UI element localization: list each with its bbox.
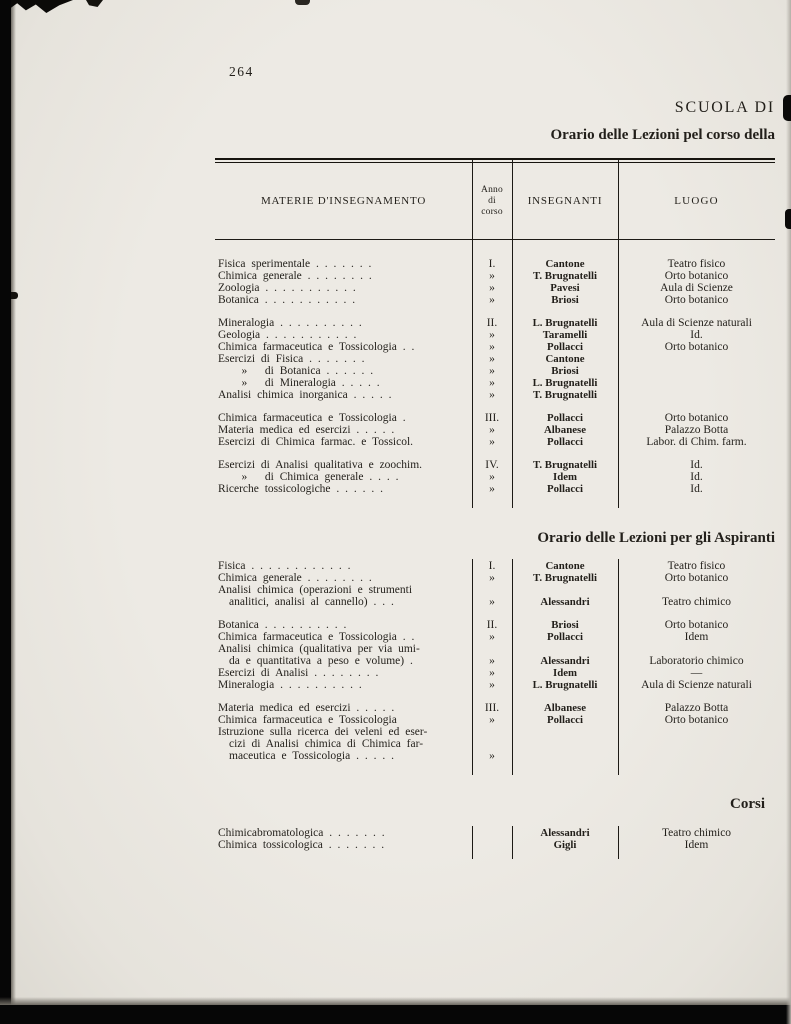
table-header-row	[215, 162, 775, 240]
table-row	[215, 471, 775, 483]
page-edge-shadow	[786, 0, 791, 1024]
luogo-cell: Orto botanico	[664, 270, 729, 282]
column-header-materie: MATERIE D'INSEGNAMENTO	[260, 195, 427, 207]
anno-cell: III.	[484, 412, 500, 424]
luogo-cell: Teatro chimico	[661, 827, 732, 839]
anno-cell: II.	[486, 619, 498, 631]
anno-cell: I.	[488, 560, 496, 572]
table-row	[215, 329, 775, 341]
corsi-heading: Corsi	[730, 796, 765, 812]
luogo-cell	[618, 389, 775, 401]
table-row	[215, 294, 775, 306]
column-divider	[618, 826, 619, 859]
scan-artifact	[11, 0, 73, 13]
table-row	[215, 726, 775, 762]
materia-cell: » di Mineralogia . . . . .	[218, 377, 380, 389]
table-row	[215, 714, 775, 726]
schedule-table-corsi	[215, 824, 775, 859]
table-row	[215, 282, 775, 294]
luogo-cell: Aula di Scienze naturali	[641, 317, 752, 329]
scan-artifact	[783, 95, 791, 121]
insegnante-cell: T. Brugnatelli	[533, 572, 597, 584]
table-row	[215, 412, 775, 424]
aspiranti-heading: Orario delle Lezioni per gli Aspiranti	[537, 530, 775, 546]
luogo-cell: Labor. di Chim. farm.	[646, 436, 747, 448]
anno-cell: »	[489, 483, 495, 495]
materia-cell: Esercizi di Chimica farmac. e Tossicol.	[218, 436, 414, 448]
anno-cell: »	[489, 270, 495, 282]
luogo-cell: Idem	[684, 839, 709, 851]
materia-cell: Chimica farmaceutica e Tossicologia	[218, 714, 397, 726]
anno-cell: »	[489, 294, 495, 306]
insegnante-cell: Albanese	[544, 424, 586, 436]
insegnante-cell: Pollacci	[547, 714, 583, 726]
materia-cell: Botanica . . . . . . . . . . .	[218, 294, 356, 306]
insegnante-cell: Alessandri	[540, 655, 590, 667]
scan-artifact	[295, 0, 310, 5]
anno-cell: »	[489, 353, 495, 365]
table-row	[215, 317, 775, 329]
insegnante-cell: L. Brugnatelli	[532, 377, 598, 389]
column-divider	[472, 559, 473, 775]
materia-cell: » di Chimica generale . . . .	[218, 471, 399, 483]
table-row	[215, 619, 775, 631]
anno-cell: »	[489, 667, 495, 679]
luogo-cell: Orto botanico	[664, 572, 729, 584]
header-underline	[618, 239, 775, 240]
luogo-cell	[618, 726, 775, 762]
anno-cell: »	[489, 389, 495, 401]
anno-cell: »	[489, 572, 495, 584]
insegnante-cell: T. Brugnatelli	[533, 389, 597, 401]
table-row	[215, 702, 775, 714]
column-divider	[512, 559, 513, 775]
table-row	[215, 459, 775, 471]
anno-cell: »	[489, 436, 495, 448]
materia-cell: Botanica . . . . . . . . . .	[218, 619, 347, 631]
materia-cell: Materia medica ed esercizi . . . . .	[218, 424, 395, 436]
scan-artifact	[785, 209, 791, 229]
table-row	[215, 584, 775, 608]
luogo-cell: Orto botanico	[664, 294, 729, 306]
table-row	[215, 341, 775, 353]
anno-cell: »	[489, 341, 495, 353]
scan-border-left	[0, 0, 11, 1024]
insegnante-cell: Alessandri	[540, 596, 590, 608]
luogo-cell: Id.	[690, 471, 703, 483]
table-body-aspiranti	[215, 557, 775, 775]
schedule-table-corso	[215, 158, 775, 508]
materia-cell: Chimica generale . . . . . . . .	[218, 572, 372, 584]
insegnante-cell: T. Brugnatelli	[533, 270, 597, 282]
anno-cell: »	[489, 750, 495, 762]
insegnante-cell: Pollacci	[547, 436, 583, 448]
anno-cell: »	[489, 714, 495, 726]
insegnante-cell: Pollacci	[547, 412, 583, 424]
materia-cell: Chimica farmaceutica e Tossicologia . .	[218, 341, 415, 353]
anno-cell: »	[489, 377, 495, 389]
insegnante-cell: Pollacci	[547, 341, 583, 353]
luogo-cell: Laboratorio chimico	[649, 655, 744, 667]
anno-cell	[472, 839, 512, 851]
insegnante-cell: Cantone	[545, 353, 585, 365]
materia-cell: Chimica generale . . . . . . . .	[218, 270, 372, 282]
luogo-cell	[618, 353, 775, 365]
insegnante-cell: L. Brugnatelli	[532, 679, 598, 691]
luogo-cell: Idem	[684, 631, 709, 643]
schedule-table-aspiranti	[215, 557, 775, 775]
page-title: Orario delle Lezioni pel corso della	[550, 127, 775, 143]
anno-cell	[472, 827, 512, 839]
anno-cell: II.	[486, 317, 498, 329]
materia-cell: Chimica farmaceutica e Tossicologia .	[218, 412, 406, 424]
anno-cell: »	[489, 329, 495, 341]
materia-cell: Analisi chimica (qualitativa per via umi- da e quantitativa a peso e volume) .	[218, 643, 420, 667]
table-row	[215, 270, 775, 282]
luogo-cell: Id.	[690, 483, 703, 495]
luogo-cell: Teatro fisico	[667, 258, 726, 270]
table-row	[215, 839, 775, 851]
materia-cell: Ricerche tossicologiche . . . . . .	[218, 483, 384, 495]
luogo-cell: Orto botanico	[664, 341, 729, 353]
insegnante-cell: Briosi	[551, 294, 579, 306]
column-divider	[472, 826, 473, 859]
materia-cell: Analisi chimica inorganica . . . . .	[218, 389, 392, 401]
scan-artifact	[11, 292, 18, 299]
table-body-corsi	[215, 824, 775, 859]
anno-cell: »	[489, 596, 495, 608]
luogo-cell	[618, 365, 775, 377]
table-row	[215, 643, 775, 667]
anno-cell: I.	[488, 258, 496, 270]
table-row	[215, 353, 775, 365]
table-row	[215, 560, 775, 572]
insegnante-cell: Albanese	[544, 702, 586, 714]
materia-cell: Istruzione sulla ricerca dei veleni ed eser- cizi di Analisi chimica di Chimica far- maceutica e Tossicologia . . . . .	[218, 726, 428, 762]
anno-cell: »	[489, 471, 495, 483]
materia-cell: Materia medica ed esercizi . . . . .	[218, 702, 395, 714]
insegnante-cell: Alessandri	[540, 827, 590, 839]
luogo-cell: Palazzo Botta	[664, 702, 729, 714]
anno-cell: »	[489, 631, 495, 643]
insegnante-cell: Idem	[553, 471, 577, 483]
column-divider	[512, 826, 513, 859]
luogo-cell: Teatro fisico	[667, 560, 726, 572]
luogo-cell: Teatro chimico	[661, 596, 732, 608]
materia-cell: Mineralogia . . . . . . . . . .	[218, 317, 362, 329]
column-divider	[618, 559, 619, 775]
anno-cell: »	[489, 655, 495, 667]
scan-border-bottom-fade	[0, 997, 791, 1005]
anno-cell: »	[489, 424, 495, 436]
materia-cell: Chimicabromatologica . . . . . . .	[218, 827, 385, 839]
insegnante-cell: Cantone	[545, 258, 585, 270]
insegnante-cell	[512, 726, 618, 762]
insegnante-cell: Idem	[553, 667, 577, 679]
column-header-insegnanti: INSEGNANTI	[527, 195, 603, 207]
luogo-cell: Id.	[690, 329, 703, 341]
insegnante-cell: Briosi	[551, 365, 579, 377]
luogo-cell: Id.	[690, 459, 703, 471]
table-row	[215, 436, 775, 448]
table-row	[215, 679, 775, 691]
column-header-anno: Anno di corso	[481, 184, 503, 217]
materia-cell: Esercizi di Fisica . . . . . . .	[218, 353, 365, 365]
luogo-cell: Palazzo Botta	[664, 424, 729, 436]
luogo-cell: Aula di Scienze	[660, 282, 733, 294]
series-title: SCUOLA DI	[674, 99, 775, 116]
table-row	[215, 424, 775, 436]
insegnante-cell: Gigli	[553, 839, 577, 851]
materia-cell: » di Botanica . . . . . .	[218, 365, 374, 377]
column-header-luogo: LUOGO	[674, 195, 719, 207]
insegnante-cell: Pavesi	[550, 282, 580, 294]
anno-cell: III.	[484, 702, 500, 714]
luogo-cell: Orto botanico	[664, 412, 729, 424]
anno-cell: »	[489, 679, 495, 691]
materia-cell: Esercizi di Analisi . . . . . . . .	[218, 667, 379, 679]
luogo-cell: —	[690, 667, 703, 679]
luogo-cell	[618, 377, 775, 389]
table-row	[215, 631, 775, 643]
table-row	[215, 365, 775, 377]
table-row	[215, 258, 775, 270]
insegnante-cell: Cantone	[545, 560, 585, 572]
insegnante-cell: Pollacci	[547, 483, 583, 495]
materia-cell: Chimica farmaceutica e Tossicologia . .	[218, 631, 415, 643]
page-number: 264	[229, 64, 254, 79]
scan-border-left-fade	[11, 0, 16, 1024]
scan-border-bottom	[0, 1005, 791, 1024]
materia-cell: Fisica sperimentale . . . . . . .	[218, 258, 372, 270]
materia-cell: Geologia . . . . . . . . . . .	[218, 329, 357, 341]
table-body-corso	[215, 240, 775, 508]
materia-cell: Analisi chimica (operazioni e strumenti analitici, analisi al cannello) . . .	[218, 584, 413, 608]
materia-cell: Fisica . . . . . . . . . . . .	[218, 560, 351, 572]
table-row	[215, 667, 775, 679]
insegnante-cell: Briosi	[551, 619, 579, 631]
anno-cell: »	[489, 282, 495, 294]
materia-cell: Mineralogia . . . . . . . . . .	[218, 679, 362, 691]
table-row	[215, 483, 775, 495]
header-underline	[215, 239, 472, 240]
insegnante-cell: L. Brugnatelli	[532, 317, 598, 329]
luogo-cell: Orto botanico	[664, 714, 729, 726]
header-underline	[472, 239, 512, 240]
materia-cell: Chimica tossicologica . . . . . . .	[218, 839, 385, 851]
anno-cell: IV.	[485, 459, 499, 471]
table-row	[215, 389, 775, 401]
table-row	[215, 827, 775, 839]
materia-cell: Zoologia . . . . . . . . . . .	[218, 282, 356, 294]
materia-cell: Esercizi di Analisi qualitativa e zoochim.	[218, 459, 423, 471]
luogo-cell: Orto botanico	[664, 619, 729, 631]
insegnante-cell: Pollacci	[547, 631, 583, 643]
table-row	[215, 377, 775, 389]
table-row	[215, 572, 775, 584]
anno-cell: »	[489, 365, 495, 377]
luogo-cell: Aula di Scienze naturali	[641, 679, 752, 691]
scan-artifact	[86, 0, 103, 7]
table-top-rule	[215, 158, 775, 160]
insegnante-cell: Taramelli	[542, 329, 588, 341]
header-underline	[512, 239, 618, 240]
insegnante-cell: T. Brugnatelli	[533, 459, 597, 471]
